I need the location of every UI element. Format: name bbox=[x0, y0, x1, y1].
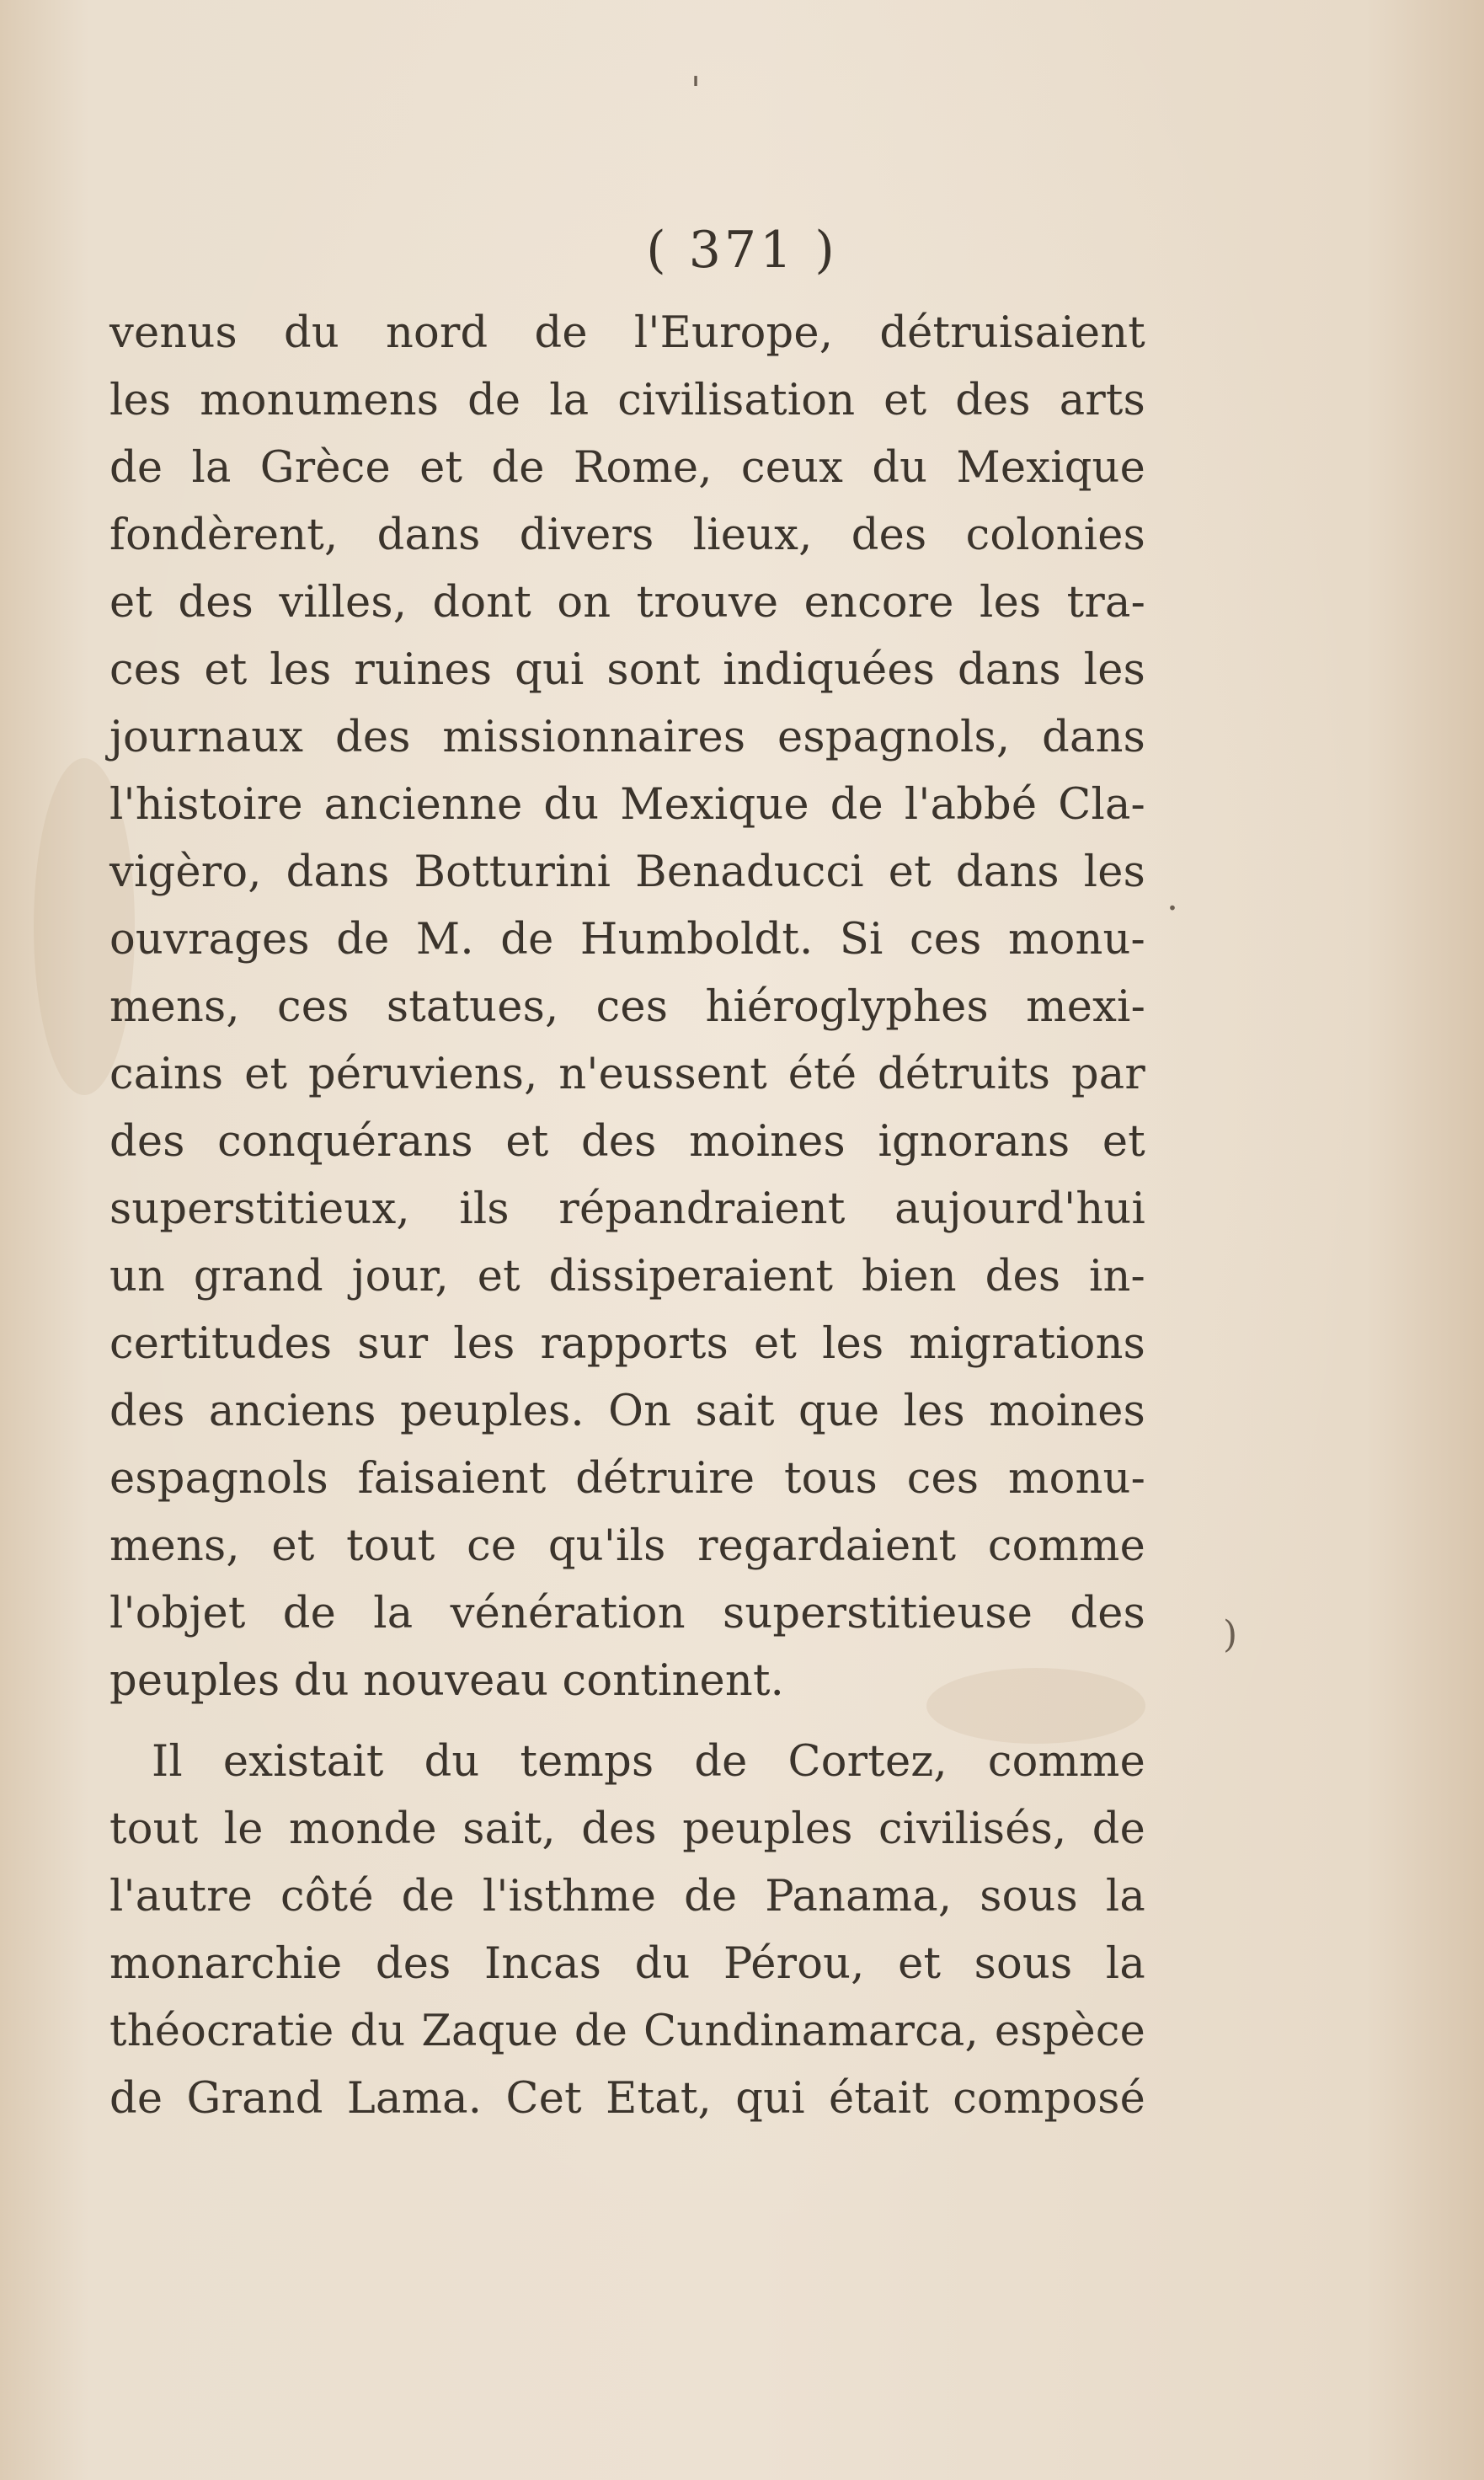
text-line: monarchie des Incas du Pérou, et sous la bbox=[109, 1939, 1145, 1989]
text-line: certitudes sur les rapports et les migrations bbox=[109, 1319, 1145, 1369]
text-line: espagnols faisaient détruire tous ces monu- bbox=[109, 1454, 1145, 1504]
margin-mark: . bbox=[1166, 876, 1178, 919]
text-line: l'histoire ancienne du Mexique de l'abbé Cla- bbox=[109, 780, 1145, 830]
text-line: les monumens de la civilisation et des arts bbox=[109, 376, 1145, 425]
text-line: mens, et tout ce qu'ils regardaient comme bbox=[109, 1521, 1145, 1571]
text-line: venus du nord de l'Europe, détruisaient bbox=[109, 308, 1145, 358]
text-line: ouvrages de M. de Humboldt. Si ces monu- bbox=[109, 915, 1145, 965]
text-line: théocratie du Zaque de Cundinamarca, espèce bbox=[109, 2007, 1145, 2056]
text-line: l'objet de la vénération superstitieuse des bbox=[109, 1589, 1145, 1638]
text-line: fondèrent, dans divers lieux, des colonies bbox=[109, 510, 1145, 560]
text-line: ces et les ruines qui sont indiquées dans les bbox=[109, 645, 1145, 695]
text-line: des anciens peuples. On sait que les moines bbox=[109, 1387, 1145, 1436]
text-line: et des villes, dont on trouve encore les tra- bbox=[109, 578, 1145, 628]
text-line: des conquérans et des moines ignorans et bbox=[109, 1117, 1145, 1167]
text-line: tout le monde sait, des peuples civilisés, de bbox=[109, 1804, 1145, 1854]
text-line: cains et péruviens, n'eussent été détruits par bbox=[109, 1050, 1145, 1099]
text-line: de Grand Lama. Cet Etat, qui était composé bbox=[109, 2074, 1145, 2124]
text-line: un grand jour, et dissiperaient bien des in- bbox=[109, 1252, 1145, 1301]
text-line: peuples du nouveau continent. bbox=[109, 1656, 785, 1706]
page-header: ( 371 ) bbox=[646, 221, 838, 280]
margin-mark: ) bbox=[1223, 1613, 1238, 1656]
text-line: de la Grèce et de Rome, ceux du Mexique bbox=[109, 443, 1145, 493]
text-line: l'autre côté de l'isthme de Panama, sous la bbox=[109, 1872, 1145, 1921]
margin-mark: ' bbox=[691, 69, 702, 112]
text-line: superstitieux, ils répandraient aujourd'hui bbox=[109, 1184, 1145, 1234]
text-line: mens, ces statues, ces hiéroglyphes mexi- bbox=[109, 982, 1145, 1032]
text-line: Il existait du temps de Cortez, comme bbox=[152, 1737, 1145, 1787]
text-line: journaux des missionnaires espagnols, dans bbox=[109, 713, 1145, 762]
text-line: vigèro, dans Botturini Benaducci et dans les bbox=[109, 847, 1145, 897]
